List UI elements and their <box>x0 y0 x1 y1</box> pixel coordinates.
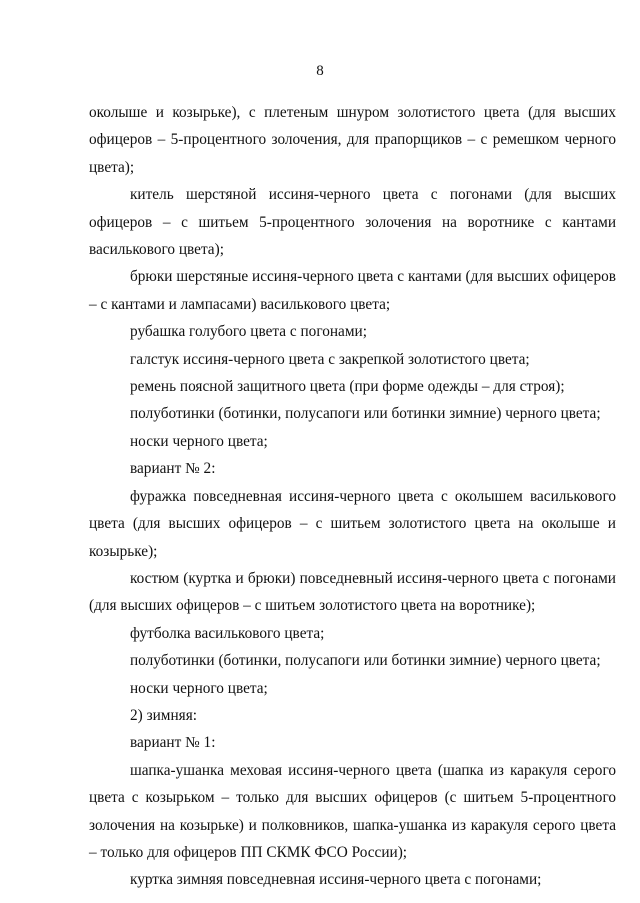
paragraph-cap: фуражка повседневная иссиня-черного цвета с околышем василькового цвета (для высших офицеров – с шитьем золотистого цвета на околыше и козырьке); <box>89 487 616 560</box>
paragraph-hat: шапка-ушанка меховая иссиня-черного цвета (шапка из каракуля серого цвета с козырьком – только для высших офицеров (с шитьем 5-процентного золочения на козырьке) и полковников, шапка-ушанка из каракуля серого цвета – только для офицеров ПП СКМК ФСО России); <box>89 761 616 861</box>
paragraph-suit: костюм (куртка и брюки) повседневный иссиня-черного цвета с погонами (для высших офицеров – с шитьем золотистого цвета на воротнике); <box>89 569 616 615</box>
heading-variant-1: вариант № 1: <box>130 734 216 752</box>
paragraph-jacket: китель шерстяной иссиня-черного цвета с погонами (для высших офицеров – с шитьем 5-процентного золочения на воротнике с кантами василькового цвета); <box>89 186 616 259</box>
heading-variant-2: вариант № 2: <box>130 460 216 478</box>
paragraph-shoes: полуботинки (ботинки, полусапоги или ботинки зимние) черного цвета; <box>130 405 601 423</box>
paragraph-trousers: брюки шерстяные иссиня-черного цвета с кантами (для высших офицеров – с кантами и лампасами) василькового цвета; <box>89 268 616 313</box>
paragraph-tie: галстук иссиня-черного цвета с закрепкой золотистого цвета; <box>130 350 530 368</box>
paragraph-belt: ремень поясной защитного цвета (при форме одежды – для строя); <box>130 378 565 396</box>
page-number: 8 <box>316 63 324 79</box>
paragraph-socks: носки черного цвета; <box>130 432 268 450</box>
paragraph-shirt: рубашка голубого цвета с погонами; <box>130 323 367 341</box>
paragraph-socks-2: носки черного цвета; <box>130 679 268 697</box>
paragraph-continuation: околыше и козырьке), с плетеным шнуром золотистого цвета (для высших офицеров – 5-процентного золочения, для прапорщиков – с ремешком черного цвета); <box>89 104 616 176</box>
paragraph-tshirt: футболка василькового цвета; <box>130 624 325 642</box>
paragraph-shoes-2: полуботинки (ботинки, полусапоги или ботинки зимние) черного цвета; <box>130 652 601 670</box>
paragraph-winter-jacket: куртка зимняя повседневная иссиня-черного цвета с погонами; <box>130 871 542 889</box>
document-body <box>89 99 616 894</box>
heading-winter: 2) зимняя: <box>130 706 197 724</box>
